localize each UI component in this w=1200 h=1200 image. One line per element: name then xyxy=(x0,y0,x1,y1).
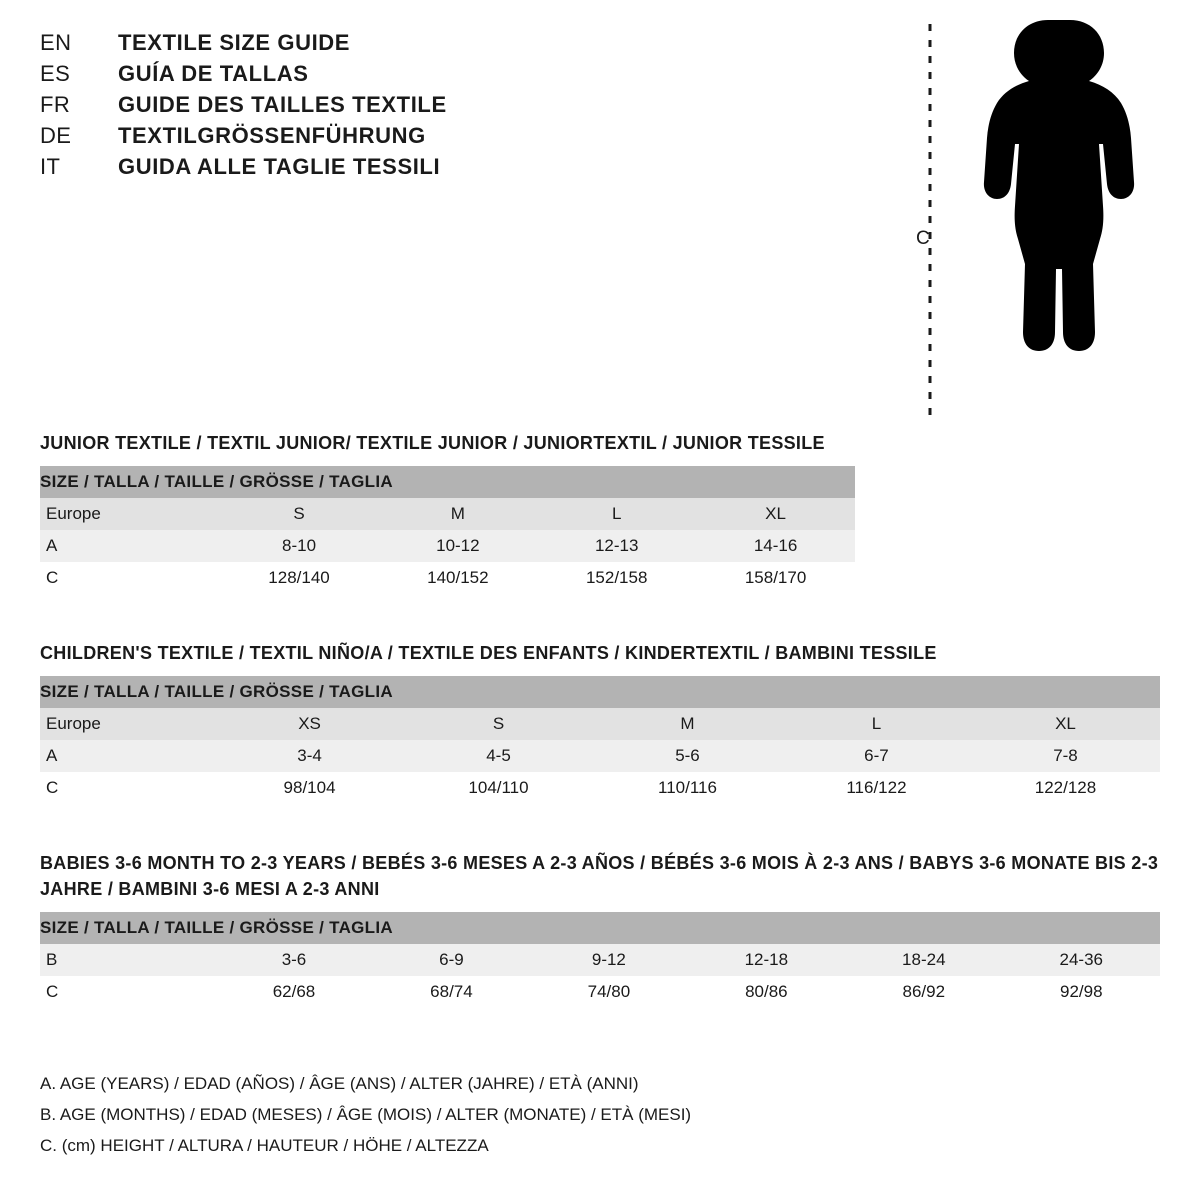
junior-size-table xyxy=(40,466,855,594)
cell-value: 152/158 xyxy=(585,568,648,587)
header-label: Europe xyxy=(46,504,101,523)
band-label: SIZE / TALLA / TAILLE / GRÖSSE / TAGLIA xyxy=(40,682,393,701)
cell-value: 128/140 xyxy=(268,568,330,587)
cell-value: 7-8 xyxy=(1053,746,1078,765)
header-title-text: GUIDA ALLE TAGLIE TESSILI xyxy=(118,154,441,179)
cell-value: 10-12 xyxy=(436,536,480,555)
header-row xyxy=(40,61,660,92)
child-silhouette-figure xyxy=(900,10,1160,430)
band-label: SIZE / TALLA / TAILLE / GRÖSSE / TAGLIA xyxy=(40,918,393,937)
section-children-textile xyxy=(40,640,1160,804)
cell-value: 122/128 xyxy=(1034,778,1097,797)
legend-block xyxy=(40,1068,1160,1161)
cell-value: 12-13 xyxy=(594,536,639,555)
band-label: SIZE / TALLA / TAILLE / GRÖSSE / TAGLIA xyxy=(40,472,393,491)
header-row xyxy=(40,123,660,154)
size-header: L xyxy=(611,504,622,523)
table-band-row xyxy=(40,676,1160,708)
section-title: CHILDREN'S TEXTILE / TEXTIL NIÑO/A / TEXTILE DES ENFANTS / KINDERTEXTIL / BAMBINI TESSILE xyxy=(40,643,937,663)
cell-value: 110/116 xyxy=(658,778,717,797)
table-band-row xyxy=(40,912,1160,944)
cell-value: 14-16 xyxy=(753,536,798,555)
size-header: L xyxy=(871,714,882,733)
section-babies-textile xyxy=(40,850,1160,1008)
cell-value: 104/110 xyxy=(468,778,529,797)
table-header-row xyxy=(40,498,855,530)
legend-line-c: C. (cm) HEIGHT / ALTURA / HAUTEUR / HÖHE / ALTEZZA xyxy=(40,1136,489,1155)
cell-value: 5-6 xyxy=(675,746,700,765)
row-label: C xyxy=(46,982,59,1001)
cell-value: 80/86 xyxy=(745,982,788,1001)
cell-value: 116/122 xyxy=(846,778,907,797)
table-row xyxy=(40,772,1160,804)
header-title-text: TEXTILE SIZE GUIDE xyxy=(118,30,351,55)
header-language-code: EN xyxy=(40,30,72,55)
legend-line-b: B. AGE (MONTHS) / EDAD (MESES) / ÂGE (MOIS) / ALTER (MONATE) / ETÀ (MESI) xyxy=(40,1105,692,1124)
header-row xyxy=(40,92,660,123)
legend-line-a: A. AGE (YEARS) / EDAD (AÑOS) / ÂGE (ANS) / ALTER (JAHRE) / ETÀ (ANNI) xyxy=(40,1074,639,1093)
table-band-row xyxy=(40,466,855,498)
size-header: S xyxy=(492,714,505,733)
language-title-block xyxy=(40,30,660,185)
cell-value: 92/98 xyxy=(1059,982,1103,1001)
table-row xyxy=(40,976,1160,1008)
children-size-table xyxy=(40,676,1160,804)
cell-value: 6-7 xyxy=(864,746,889,765)
cell-value: 18-24 xyxy=(902,950,946,969)
section-title: BABIES 3-6 MONTH TO 2-3 YEARS / BEBÉS 3-6 MESES A 2-3 AÑOS / BÉBÉS 3-6 MOIS À 2-3 ANS / BABYS 3-6 MONATE BIS 2-3 JAHRE / BAMBINI 3-6 MESI A 2-3 ANNI xyxy=(40,853,1159,899)
size-header: M xyxy=(450,504,465,523)
cell-value: 68/74 xyxy=(430,982,473,1001)
header-language-code: ES xyxy=(40,61,71,86)
header-title-text: TEXTILGRÖSSENFÜHRUNG xyxy=(118,123,426,148)
cell-value: 62/68 xyxy=(272,982,316,1001)
cell-value: 8-10 xyxy=(282,536,317,555)
size-header: XS xyxy=(298,714,321,733)
cell-value: 6-9 xyxy=(439,950,464,969)
header-row xyxy=(40,30,660,61)
cell-value: 3-4 xyxy=(297,746,322,765)
cell-value: 86/92 xyxy=(902,982,946,1001)
table-row xyxy=(40,740,1160,772)
child-silhouette-icon xyxy=(900,10,1160,430)
section-junior-textile xyxy=(40,430,1160,594)
header-title-text: GUÍA DE TALLAS xyxy=(118,61,309,86)
header-label: Europe xyxy=(46,714,101,733)
cell-value: 3-6 xyxy=(281,950,307,969)
header-title-text: GUIDE DES TAILLES TEXTILE xyxy=(118,92,447,117)
row-label: C xyxy=(46,568,59,587)
row-label: A xyxy=(46,746,58,765)
figure-measure-label: C xyxy=(916,228,930,249)
cell-value: 158/170 xyxy=(744,568,807,587)
cell-value: 24-36 xyxy=(1059,950,1103,969)
size-header: S xyxy=(293,504,305,523)
cell-value: 140/152 xyxy=(427,568,489,587)
babies-size-table xyxy=(40,912,1160,1008)
header-row xyxy=(40,154,660,185)
table-row xyxy=(40,944,1160,976)
header-language-code: IT xyxy=(40,154,61,179)
header-language-code: FR xyxy=(40,92,71,117)
row-label: B xyxy=(46,950,58,969)
child-body-shape xyxy=(984,20,1134,351)
cell-value: 9-12 xyxy=(591,950,626,969)
header-language-code: DE xyxy=(40,123,72,148)
cell-value: 12-18 xyxy=(744,950,789,969)
cell-value: 4-5 xyxy=(486,746,511,765)
table-header-row xyxy=(40,708,1160,740)
section-title: JUNIOR TEXTILE / TEXTIL JUNIOR/ TEXTILE JUNIOR / JUNIORTEXTIL / JUNIOR TESSILE xyxy=(40,433,825,453)
size-header: M xyxy=(680,714,695,733)
table-row xyxy=(40,562,855,594)
size-header: XL xyxy=(765,504,786,523)
row-label: C xyxy=(46,778,59,797)
cell-value: 74/80 xyxy=(587,982,631,1001)
table-row xyxy=(40,530,855,562)
cell-value: 98/104 xyxy=(283,778,336,797)
row-label: A xyxy=(46,536,58,555)
size-header: XL xyxy=(1055,714,1076,733)
